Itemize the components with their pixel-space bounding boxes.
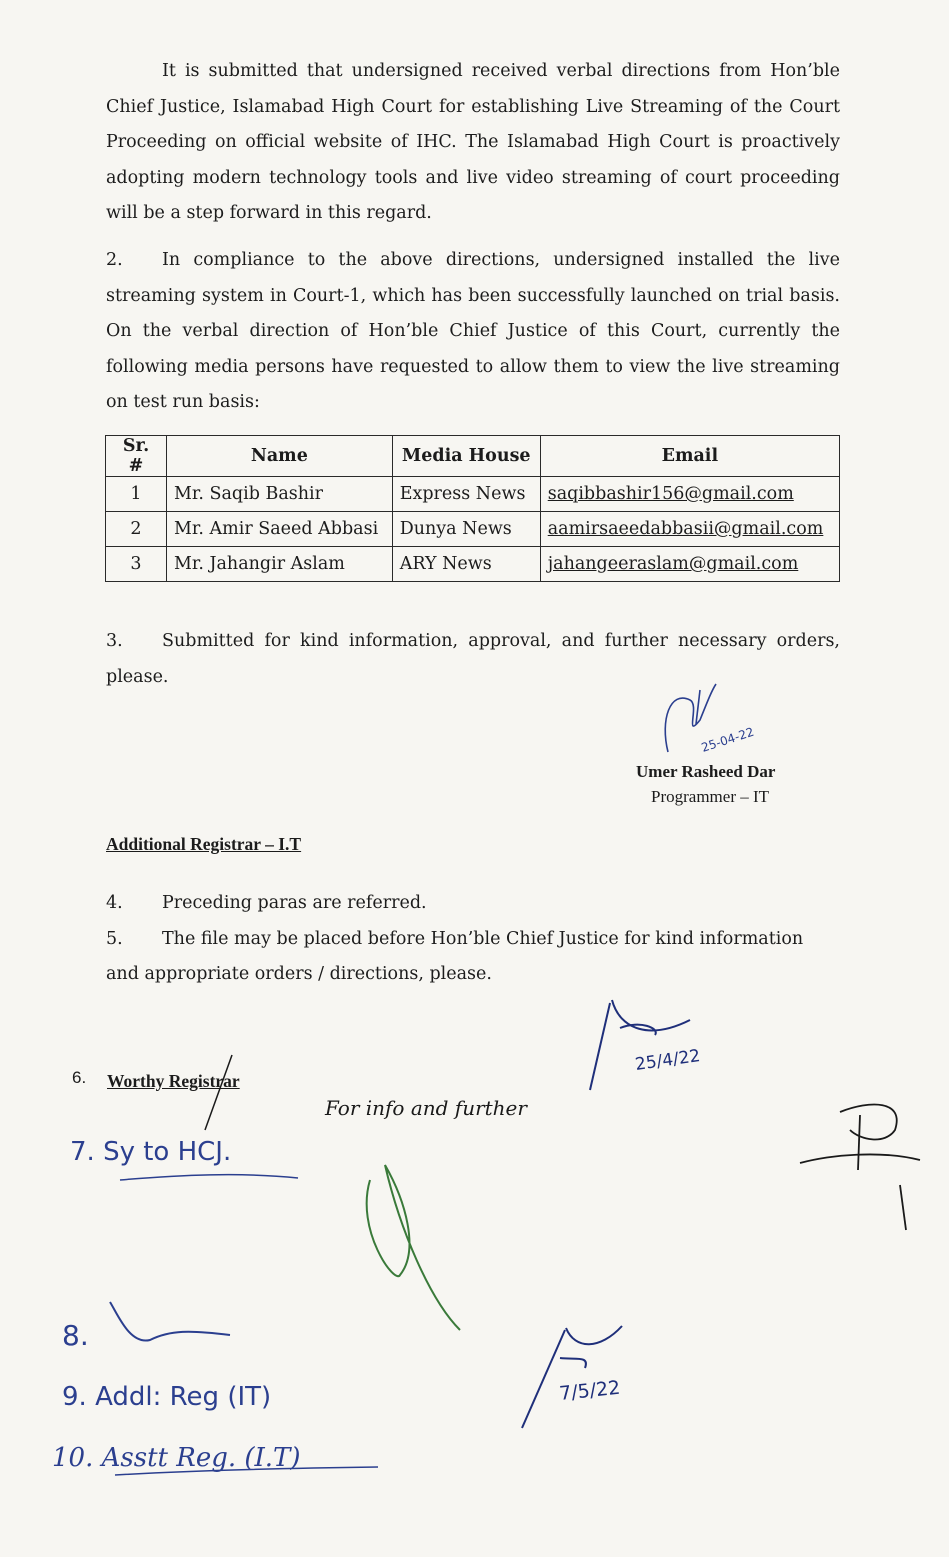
handwritten-note-10: 10. Asstt Reg. (I.T) (52, 1443, 301, 1473)
note-4-number: 4. (106, 893, 123, 913)
green-tick-mark (367, 1165, 460, 1330)
note-5-text: The file may be placed before Hon’ble Chief Justice for kind information (162, 929, 804, 949)
paragraph-2-text: In compliance to the above directions, undersigned installed the live streaming system in Court-1, which has been successfully launched on trial basis. On the verbal direction of Hon’ble Chief Justice of this Court, currently the following media persons have requested to allow them to view the live streaming on test run basis: (106, 250, 840, 412)
row-email-link[interactable]: saqibbashir156@gmail.com (540, 477, 839, 512)
handwritten-note-7: 7. Sy to HCJ. (70, 1137, 232, 1167)
paragraph-3-text: Submitted for kind information, approval, and further necessary orders, please. (106, 631, 840, 687)
signature-date: 25-04-22 (699, 724, 756, 755)
handwritten-initials-8 (110, 1302, 230, 1341)
handwritten-note-9: 9. Addl: Reg (IT) (62, 1382, 272, 1412)
strike-mark (205, 1055, 232, 1130)
worthy-number: 6. (72, 1068, 87, 1087)
paragraph-1: It is submitted that undersigned received verbal directions from Hon’ble Chief Justice, Islamabad High Court for establishing Live Streaming of the Court Proceeding on official website of IHC. The Islamabad High Court is proactively adopting modern technology tools and live video streaming of court proceeding will be a step forward in this regard. (106, 61, 840, 223)
row-media: Dunya News (392, 512, 540, 547)
note-4-text: Preceding paras are referred. (162, 893, 427, 913)
header-media-house: Media House (392, 436, 540, 477)
paragraph-3-number: 3. (106, 631, 123, 651)
row-sr: 3 (106, 547, 167, 582)
handwritten-date-2: 7/5/22 (558, 1376, 622, 1405)
handwritten-note-8-number: 8. (62, 1319, 89, 1352)
row-email-link[interactable]: jahangeeraslam@gmail.com (540, 547, 839, 582)
handwritten-date-1: 25/4/22 (633, 1046, 702, 1075)
note-5-number: 5. (106, 929, 123, 949)
header-sr: Sr. # (106, 436, 167, 477)
signature-right (800, 1105, 920, 1230)
row-sr: 2 (106, 512, 167, 547)
note-5-continued: and appropriate orders / directions, please. (106, 964, 492, 984)
underline-7 (120, 1175, 298, 1180)
worthy-registrar-heading: Worthy Registrar (107, 1071, 240, 1091)
row-media: ARY News (392, 547, 540, 582)
row-name: Mr. Amir Saeed Abbasi (167, 512, 393, 547)
row-media: Express News (392, 477, 540, 512)
paragraph-2-number: 2. (106, 250, 123, 270)
header-email: Email (540, 436, 839, 477)
signatory-name: Umer Rasheed Dar (636, 762, 776, 781)
row-sr: 1 (106, 477, 167, 512)
initials-mark-1 (590, 1000, 690, 1090)
addressee-heading: Additional Registrar – I.T (106, 834, 302, 854)
row-name: Mr. Saqib Bashir (167, 477, 393, 512)
handwritten-remark: For info and further (325, 1096, 527, 1120)
header-name: Name (167, 436, 393, 477)
row-email-link[interactable]: aamirsaeedabbasii@gmail.com (540, 512, 839, 547)
signatory-designation: Programmer – IT (651, 787, 770, 806)
row-name: Mr. Jahangir Aslam (167, 547, 393, 582)
